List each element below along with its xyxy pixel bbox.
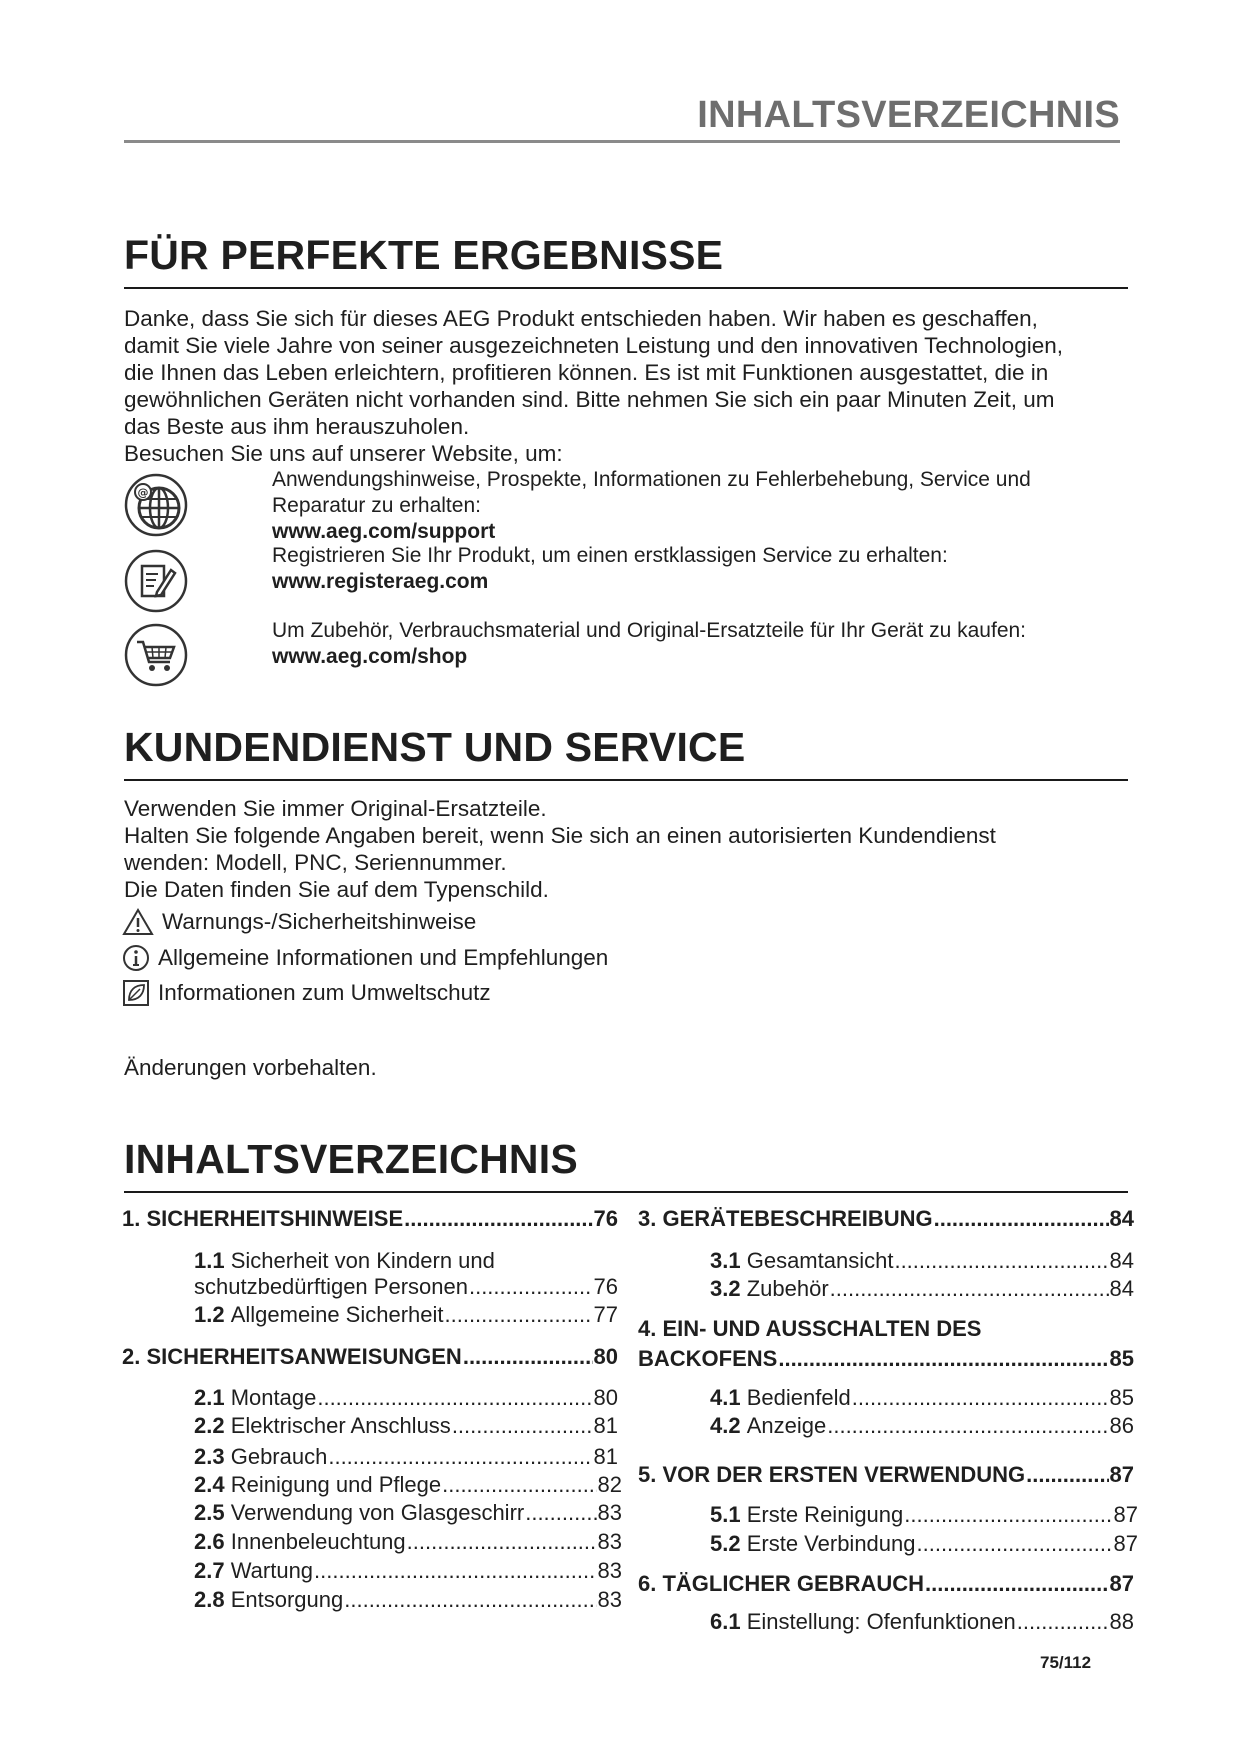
toc-entry[interactable] [638,1206,1134,1232]
toc-entry-title: Bedienfeld [746,1385,851,1410]
toc-leader [894,1248,1108,1274]
toc-entry-page: 83 [597,1529,622,1554]
info-icon [122,944,150,972]
shop-link[interactable]: www.aeg.com/shop [272,645,468,668]
toc-entry-number: 2.5 [194,1500,225,1525]
toc-entry-number: 2.1 [194,1385,225,1410]
toc-entry-title: Sicherheit von Kindern und [230,1248,495,1273]
toc-entry-title: schutzbedürftigen Personen [194,1274,468,1299]
section-title-service: KUNDENDIENST UND SERVICE [124,724,1128,781]
toc-entry-title: 3. GERÄTEBESCHREIBUNG [638,1206,933,1231]
toc-entry[interactable] [194,1302,618,1328]
toc-entry-title: 2. SICHERHEITSANWEISUNGEN [122,1344,462,1369]
toc-entry-number: 1.2 [194,1302,225,1327]
toc-entry[interactable] [710,1385,1134,1411]
header-divider [124,140,1120,143]
toc-entry-page: 87 [1109,1462,1134,1487]
intro-line: die Ihnen das Leben erleichtern, profitieren können. Es ist mit Funktionen ausgestattet, die in [124,360,1049,385]
toc-entry-number: 5.1 [710,1502,741,1527]
toc-entry[interactable] [638,1571,1134,1597]
toc-leader [904,1502,1112,1528]
web-item-support [272,467,1132,545]
service-line: Verwenden Sie immer Original-Ersatzteile. [124,796,547,821]
toc-entry[interactable] [710,1276,1134,1302]
register-link[interactable]: www.registeraeg.com [272,570,489,593]
toc-leader [328,1444,592,1470]
toc-leader [344,1587,596,1613]
toc-entry[interactable] [194,1587,622,1613]
running-header-title: INHALTSVERZEICHNIS [697,94,1120,136]
toc-leader [778,1346,1108,1372]
toc-entry-number: 1.1 [194,1248,225,1273]
toc-entry-page: 83 [597,1558,622,1583]
toc-entry[interactable] [194,1558,622,1584]
toc-entry[interactable] [194,1444,618,1470]
toc-entry[interactable] [710,1413,1134,1439]
toc-entry-page: 85 [1109,1385,1134,1410]
legend-environment [122,978,491,1008]
toc-entry-number: 2.7 [194,1558,225,1583]
page-number: 75/112 [1040,1653,1092,1672]
toc-entry[interactable] [122,1344,618,1370]
web-item-line: Reparatur zu erhalten: [272,494,481,517]
toc-entry-page: 83 [597,1587,622,1612]
toc-entry-title: Erste Reinigung [746,1502,904,1527]
toc-leader [463,1344,593,1370]
toc-entry-number: 2.8 [194,1587,225,1612]
toc-leader [1017,1609,1109,1635]
toc-entry[interactable] [194,1529,622,1555]
toc-entry[interactable] [638,1462,1134,1488]
service-line: Halten Sie folgende Angaben bereit, wenn Sie sich an einen autorisierten Kundendienst [124,823,996,848]
toc-entry-page: 88 [1109,1609,1134,1634]
toc-entry-page: 81 [593,1444,618,1469]
legend-warning [122,907,476,937]
intro-line: damit Sie viele Jahre von seiner ausgezeichneten Leistung und den innovativen Technologien, [124,333,1063,358]
web-item-shop [272,618,1132,670]
toc-entry-title: Innenbeleuchtung [230,1529,406,1554]
toc-leader [445,1302,593,1328]
toc-entry-title: Reinigung und Pflege [230,1472,442,1497]
toc-entry[interactable] [710,1502,1138,1528]
toc-leader [452,1413,593,1439]
toc-entry-title: 1. SICHERHEITSHINWEISE [122,1206,404,1231]
toc-leader [925,1571,1109,1597]
toc-leader [404,1206,592,1232]
toc-entry-page: 87 [1113,1502,1138,1527]
toc-entry-page: 84 [1109,1248,1134,1273]
toc-entry-page: 76 [593,1274,618,1299]
toc-leader [917,1531,1113,1557]
toc-entry[interactable] [194,1413,618,1439]
support-link[interactable]: www.aeg.com/support [272,520,496,543]
service-line: Die Daten finden Sie auf dem Typenschild. [124,877,549,902]
toc-entry-title: Elektrischer Anschluss [230,1413,451,1438]
toc-entry-title: 4. EIN- UND AUSSCHALTEN DES [638,1316,982,1341]
toc-entry-number: 3.1 [710,1248,741,1273]
toc-entry-page: 80 [593,1344,618,1369]
toc-entry-page: 83 [597,1500,622,1525]
toc-entry-number: 4.2 [710,1413,741,1438]
toc-entry-number: 2.4 [194,1472,225,1497]
toc-entry-page: 87 [1113,1531,1138,1556]
web-item-register [272,543,1132,595]
toc-entry-number: 2.6 [194,1529,225,1554]
web-item-line: Registrieren Sie Ihr Produkt, um einen erstklassigen Service zu erhalten: [272,544,948,567]
intro-paragraph [124,305,1134,467]
svg-text:@: @ [137,486,149,499]
toc-entry-page: 85 [1109,1346,1134,1371]
toc-entry-title: Montage [230,1385,317,1410]
toc-entry[interactable] [194,1472,622,1498]
legend-label: Warnungs-/Sicherheitshinweise [162,909,477,934]
toc-entry-page: 86 [1109,1413,1134,1438]
toc-entry-title: Erste Verbindung [746,1531,916,1556]
toc-entry[interactable] [710,1531,1138,1557]
toc-leader [314,1558,596,1584]
toc-entry-title: Verwendung von Glasgeschirr [230,1500,525,1525]
toc-entry-page: 80 [593,1385,618,1410]
toc-entry-title: Anzeige [746,1413,827,1438]
intro-line: Besuchen Sie uns auf unserer Website, um: [124,441,563,466]
globe-icon [123,472,189,538]
section-title-results: FÜR PERFEKTE ERGEBNISSE [124,232,1128,289]
toc-leader [442,1472,596,1498]
toc-entry-number: 6.1 [710,1609,741,1634]
toc-leader [525,1500,596,1526]
section-title-toc: INHALTSVERZEICHNIS [124,1136,1128,1193]
legend-info [122,943,608,973]
warning-icon [122,908,154,936]
leaf-icon [122,979,150,1007]
changes-note [124,1054,1134,1081]
intro-line: Danke, dass Sie sich für dieses AEG Produkt entschieden haben. Wir haben es geschaffen, [124,306,1038,331]
toc-leader [407,1529,597,1555]
toc-entry[interactable] [194,1248,618,1300]
web-item-line: Um Zubehör, Verbrauchsmaterial und Original-Ersatzteile für Ihr Gerät zu kaufen: [272,619,1027,642]
toc-entry-title: Gesamtansicht [746,1248,894,1273]
toc-leader [317,1385,592,1411]
toc-entry-title: Entsorgung [230,1587,344,1612]
toc-entry-title: Allgemeine Sicherheit [230,1302,444,1327]
toc-entry-page: 87 [1109,1571,1134,1596]
intro-line: gewöhnlichen Geräten nicht vorhanden sind. Bitte nehmen Sie sich ein paar Minuten Zeit, um [124,387,1055,412]
toc-entry-page: 82 [597,1472,622,1497]
toc-leader [1026,1462,1108,1488]
toc-entry-title: 5. VOR DER ERSTEN VERWENDUNG [638,1462,1026,1487]
toc-leader [469,1274,593,1300]
toc-entry-number: 3.2 [710,1276,741,1301]
service-paragraph [124,795,1134,903]
toc-leader [827,1413,1108,1439]
toc-entry-title: 6. TÄGLICHER GEBRAUCH [638,1571,925,1596]
toc-entry[interactable] [194,1500,622,1526]
toc-entry[interactable] [194,1385,618,1411]
service-line: wenden: Modell, PNC, Seriennummer. [124,850,507,875]
intro-line: das Beste aus ihm herauszuholen. [124,414,470,439]
toc-entry[interactable] [638,1316,1134,1372]
toc-entry-number: 2.2 [194,1413,225,1438]
toc-entry[interactable] [122,1206,618,1232]
web-item-line: Anwendungshinweise, Prospekte, Informationen zu Fehlerbehebung, Service und [272,468,1031,491]
toc-entry[interactable] [710,1609,1134,1635]
shopping-cart-icon [123,622,189,688]
changes-note-text: Änderungen vorbehalten. [124,1055,377,1080]
toc-entry-number: 4.1 [710,1385,741,1410]
toc-entry-number: 2.3 [194,1444,225,1469]
toc-leader [934,1206,1109,1232]
toc-entry-title: BACKOFENS [638,1346,778,1371]
toc-entry-number: 5.2 [710,1531,741,1556]
toc-entry[interactable] [710,1248,1134,1274]
toc-entry-page: 84 [1109,1206,1134,1231]
toc-entry-title: Wartung [230,1558,314,1583]
legend-label: Informationen zum Umweltschutz [158,980,491,1005]
legend-label: Allgemeine Informationen und Empfehlungen [158,945,609,970]
toc-leader [830,1276,1109,1302]
toc-leader [852,1385,1109,1411]
toc-entry-title: Zubehör [746,1276,829,1301]
registration-icon [123,548,189,614]
toc-entry-title: Gebrauch [230,1444,328,1469]
toc-entry-page: 77 [593,1302,618,1327]
toc-entry-title: Einstellung: Ofenfunktionen [746,1609,1016,1634]
toc-entry-page: 76 [593,1206,618,1231]
toc-entry-page: 84 [1109,1276,1134,1301]
toc-entry-page: 81 [593,1413,618,1438]
